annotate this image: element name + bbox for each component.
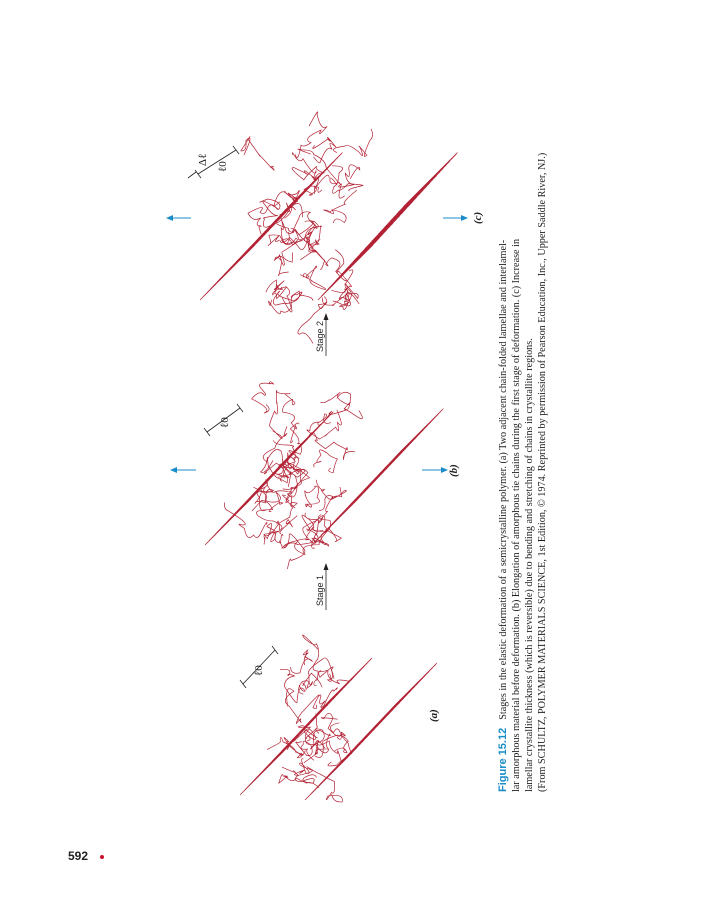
amorphous-tie-chain — [300, 266, 325, 290]
figure-caption — [497, 102, 549, 792]
panel-a-lamella-bottom — [305, 663, 437, 800]
amorphous-tie-chain — [321, 392, 351, 410]
lamella-chain-folds — [312, 409, 443, 545]
amorphous-tie-chain — [328, 723, 352, 766]
amorphous-tie-chain — [292, 166, 324, 188]
panel-a-label: (a) — [428, 709, 440, 722]
amorphous-tie-chain — [241, 137, 274, 171]
amorphous-tie-chain — [313, 137, 336, 163]
stage-1-label: Stage 1 — [315, 574, 325, 606]
amorphous-tie-chain — [324, 190, 357, 223]
panel-c-label: (c) — [472, 211, 484, 224]
panel-c-increase-marker — [188, 172, 196, 178]
lamella-chain-folds — [305, 663, 437, 800]
panel-b-amorphous — [224, 382, 362, 569]
panel-c-thickness-label: ℓ0 — [217, 161, 229, 172]
panel-a-thickness-label: ℓ0 — [253, 665, 265, 676]
amorphous-tie-chain — [270, 390, 291, 438]
amorphous-tie-chain — [275, 255, 289, 276]
amorphous-tie-chain — [307, 767, 343, 802]
amorphous-tie-chain — [332, 270, 359, 299]
amorphous-tie-chain — [299, 673, 323, 694]
panel-a-lamella-top — [240, 658, 372, 795]
caption-line-1: Figure 15.12Stages in the elastic deformation of a semicrystalline polymer. (a) Two adjacent chain-folded lamellae and interlamel- — [497, 239, 509, 792]
amorphous-tie-chain — [302, 513, 327, 532]
caption-line-4: (From SCHULTZ, POLYMER MATERIALS SCIENCE, 1st Edition, © 1974. Reprinted by permission of Pearson Education, Inc., Upper Saddle River, NJ.) — [537, 152, 548, 792]
panel-c — [166, 112, 484, 344]
stage-2-label: Stage 2 — [315, 320, 325, 352]
panel-b-thickness-label: ℓ0 — [219, 417, 231, 428]
amorphous-tie-chain — [339, 165, 360, 198]
caption-label: Figure 15.12 — [497, 727, 509, 792]
amorphous-tie-chain — [296, 741, 314, 760]
amorphous-tie-chain — [318, 408, 363, 425]
panel-a-amorphous — [267, 635, 352, 802]
amorphous-tie-chain — [308, 240, 325, 270]
panel-c-increase-label: Δℓ — [197, 153, 209, 166]
lamella-chain-folds — [240, 658, 372, 795]
panel-b-label: (b) — [448, 464, 460, 477]
amorphous-tie-chain — [283, 394, 297, 443]
amorphous-tie-chain — [333, 129, 372, 157]
panel-b — [170, 382, 460, 569]
amorphous-tie-chain — [314, 450, 338, 473]
amorphous-tie-chain — [315, 735, 348, 757]
lamella-chain-folds — [205, 412, 333, 545]
amorphous-tie-chain — [293, 212, 316, 260]
amorphous-tie-chain — [332, 166, 363, 193]
amorphous-tie-chain — [305, 486, 320, 507]
page-number: 592 — [68, 849, 89, 863]
panel-c-amorphous — [241, 112, 373, 344]
panel-c-tension-arrow-left — [166, 215, 191, 221]
amorphous-tie-chain — [275, 516, 297, 543]
panel-c-tension-arrow-right — [443, 215, 468, 221]
caption-line-3: lamellar crystallite thickness (which is reversible) due to bending and stretching of chains in crystallite regions. — [524, 338, 535, 792]
amorphous-tie-chain — [224, 502, 267, 537]
amorphous-tie-chain — [252, 382, 274, 413]
amorphous-tie-chain — [295, 528, 342, 554]
panel-a — [240, 635, 440, 802]
stage-1-arrow — [315, 563, 329, 610]
panel-b-lamella-top — [205, 412, 333, 545]
amorphous-tie-chain — [279, 529, 318, 549]
panel-b-lamella-bottom — [312, 409, 443, 545]
panel-b-tension-arrow-right — [422, 467, 448, 473]
amorphous-tie-chain — [266, 280, 285, 292]
panel-b-tension-arrow-left — [170, 467, 196, 473]
stage-2-arrow — [315, 313, 329, 356]
amorphous-tie-chain — [295, 112, 327, 158]
amorphous-tie-chain — [307, 658, 332, 688]
amorphous-tie-chain — [280, 669, 305, 702]
caption-line-2: lar amorphous material before deformation. (b) Elongation of amorphous tie chains during the first stage of deformation. (c) Increase in — [511, 238, 522, 792]
amorphous-tie-chain — [319, 667, 349, 684]
amorphous-tie-chain — [248, 205, 278, 234]
amorphous-tie-chain — [279, 774, 319, 787]
